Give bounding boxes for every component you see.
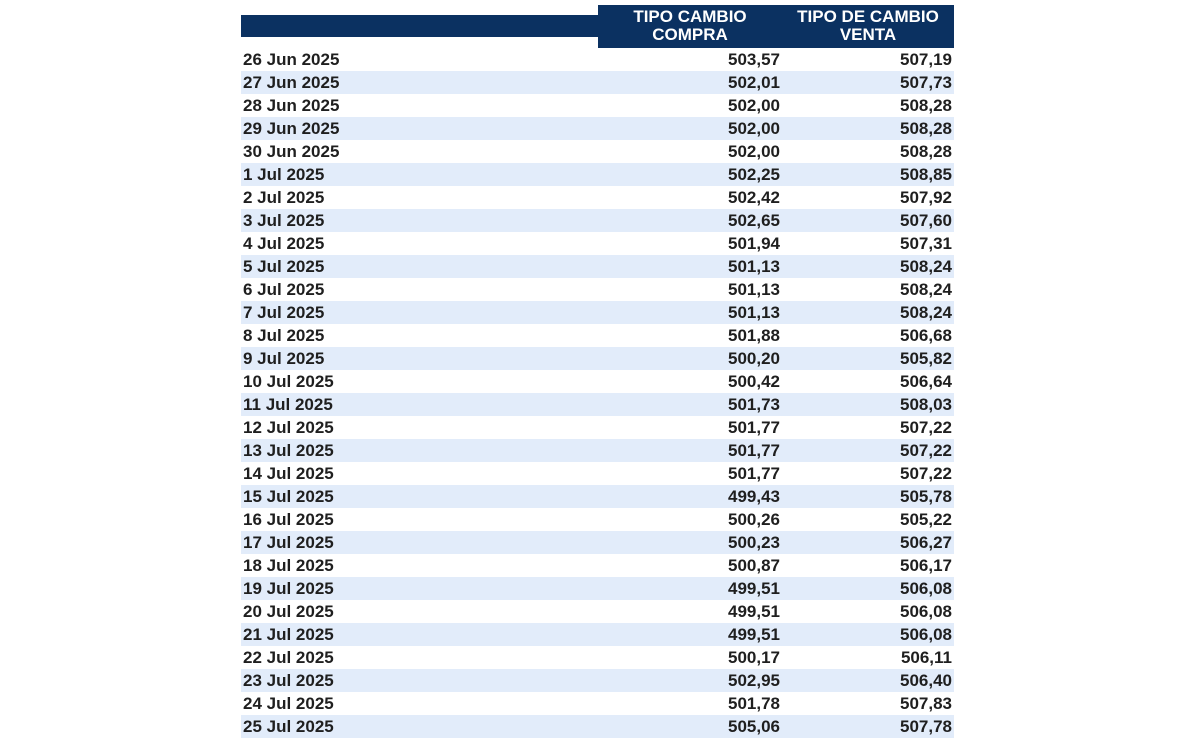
sell-rate-cell: 507,31: [782, 232, 954, 255]
header-row: [241, 5, 954, 48]
buy-rate-cell: 499,43: [598, 485, 782, 508]
table-row: [241, 623, 954, 646]
buy-rate-cell: 499,51: [598, 623, 782, 646]
header-buy-rate: [598, 5, 782, 48]
sell-rate-cell: 507,22: [782, 439, 954, 462]
date-cell: 8 Jul 2025: [241, 324, 598, 347]
date-cell: 17 Jul 2025: [241, 531, 598, 554]
exchange-rate-table-container: [241, 5, 954, 738]
table-row: [241, 577, 954, 600]
buy-rate-cell: 502,00: [598, 117, 782, 140]
buy-rate-cell: 502,01: [598, 71, 782, 94]
buy-rate-cell: 503,57: [598, 48, 782, 71]
sell-rate-cell: 506,08: [782, 600, 954, 623]
sell-rate-cell: 506,08: [782, 623, 954, 646]
sell-rate-cell: 507,83: [782, 692, 954, 715]
date-cell: 3 Jul 2025: [241, 209, 598, 232]
date-cell: 16 Jul 2025: [241, 508, 598, 531]
table-row: [241, 669, 954, 692]
buy-rate-cell: 501,94: [598, 232, 782, 255]
buy-rate-cell: 500,20: [598, 347, 782, 370]
header-date-cell: [241, 5, 598, 48]
table-row: [241, 715, 954, 738]
date-cell: 30 Jun 2025: [241, 140, 598, 163]
buy-rate-cell: 502,00: [598, 140, 782, 163]
date-cell: 28 Jun 2025: [241, 94, 598, 117]
table-row: [241, 71, 954, 94]
date-cell: 25 Jul 2025: [241, 715, 598, 738]
sell-rate-cell: 506,17: [782, 554, 954, 577]
table-header: [241, 5, 954, 48]
table-body: [241, 48, 954, 738]
date-cell: 26 Jun 2025: [241, 48, 598, 71]
buy-rate-cell: 500,87: [598, 554, 782, 577]
date-cell: 13 Jul 2025: [241, 439, 598, 462]
sell-rate-cell: 507,22: [782, 462, 954, 485]
table-row: [241, 278, 954, 301]
sell-rate-cell: 507,60: [782, 209, 954, 232]
date-cell: 1 Jul 2025: [241, 163, 598, 186]
buy-rate-cell: 501,13: [598, 301, 782, 324]
sell-rate-cell: 506,27: [782, 531, 954, 554]
sell-rate-cell: 506,08: [782, 577, 954, 600]
header-buy-line-1: TIPO CAMBIO: [633, 7, 747, 26]
buy-rate-cell: 499,51: [598, 600, 782, 623]
sell-rate-cell: 506,11: [782, 646, 954, 669]
buy-rate-cell: 501,77: [598, 462, 782, 485]
buy-rate-cell: 502,00: [598, 94, 782, 117]
sell-rate-cell: 508,24: [782, 301, 954, 324]
exchange-rate-table: [241, 5, 954, 738]
table-row: [241, 416, 954, 439]
table-row: [241, 117, 954, 140]
buy-rate-cell: 501,78: [598, 692, 782, 715]
date-cell: 19 Jul 2025: [241, 577, 598, 600]
header-sell-line-2: VENTA: [839, 25, 897, 44]
sell-rate-cell: 506,64: [782, 370, 954, 393]
sell-rate-cell: 508,24: [782, 278, 954, 301]
buy-rate-cell: 500,26: [598, 508, 782, 531]
sell-rate-cell: 508,28: [782, 140, 954, 163]
sell-rate-cell: 507,73: [782, 71, 954, 94]
sell-rate-cell: 507,92: [782, 186, 954, 209]
table-row: [241, 324, 954, 347]
date-cell: 11 Jul 2025: [241, 393, 598, 416]
table-row: [241, 370, 954, 393]
date-cell: 4 Jul 2025: [241, 232, 598, 255]
header-sell-rate: [782, 5, 954, 48]
header-buy-line-2: COMPRA: [652, 25, 728, 44]
date-cell: 21 Jul 2025: [241, 623, 598, 646]
sell-rate-cell: 508,03: [782, 393, 954, 416]
buy-rate-cell: 502,65: [598, 209, 782, 232]
table-row: [241, 48, 954, 71]
table-row: [241, 209, 954, 232]
table-row: [241, 255, 954, 278]
table-row: [241, 554, 954, 577]
table-row: [241, 94, 954, 117]
buy-rate-cell: 501,13: [598, 278, 782, 301]
sell-rate-cell: 508,28: [782, 117, 954, 140]
sell-rate-cell: 507,19: [782, 48, 954, 71]
table-row: [241, 462, 954, 485]
table-row: [241, 186, 954, 209]
buy-rate-cell: 501,88: [598, 324, 782, 347]
buy-rate-cell: 505,06: [598, 715, 782, 738]
date-cell: 6 Jul 2025: [241, 278, 598, 301]
buy-rate-cell: 502,42: [598, 186, 782, 209]
buy-rate-cell: 500,42: [598, 370, 782, 393]
table-row: [241, 347, 954, 370]
table-row: [241, 508, 954, 531]
sell-rate-cell: 505,78: [782, 485, 954, 508]
table-row: [241, 232, 954, 255]
date-cell: 18 Jul 2025: [241, 554, 598, 577]
sell-rate-cell: 508,85: [782, 163, 954, 186]
buy-rate-cell: 501,77: [598, 439, 782, 462]
date-cell: 9 Jul 2025: [241, 347, 598, 370]
sell-rate-cell: 507,78: [782, 715, 954, 738]
table-row: [241, 600, 954, 623]
date-cell: 12 Jul 2025: [241, 416, 598, 439]
date-cell: 29 Jun 2025: [241, 117, 598, 140]
date-cell: 10 Jul 2025: [241, 370, 598, 393]
buy-rate-cell: 501,13: [598, 255, 782, 278]
date-cell: 2 Jul 2025: [241, 186, 598, 209]
buy-rate-cell: 499,51: [598, 577, 782, 600]
sell-rate-cell: 508,28: [782, 94, 954, 117]
date-cell: 22 Jul 2025: [241, 646, 598, 669]
date-cell: 7 Jul 2025: [241, 301, 598, 324]
date-cell: 23 Jul 2025: [241, 669, 598, 692]
table-row: [241, 439, 954, 462]
buy-rate-cell: 501,77: [598, 416, 782, 439]
buy-rate-cell: 501,73: [598, 393, 782, 416]
table-row: [241, 163, 954, 186]
table-row: [241, 692, 954, 715]
date-cell: 20 Jul 2025: [241, 600, 598, 623]
date-cell: 5 Jul 2025: [241, 255, 598, 278]
table-row: [241, 140, 954, 163]
buy-rate-cell: 502,95: [598, 669, 782, 692]
sell-rate-cell: 505,82: [782, 347, 954, 370]
table-row: [241, 531, 954, 554]
date-cell: 15 Jul 2025: [241, 485, 598, 508]
date-cell: 24 Jul 2025: [241, 692, 598, 715]
header-sell-line-1: TIPO DE CAMBIO: [797, 7, 939, 26]
buy-rate-cell: 502,25: [598, 163, 782, 186]
buy-rate-cell: 500,17: [598, 646, 782, 669]
table-row: [241, 485, 954, 508]
sell-rate-cell: 506,40: [782, 669, 954, 692]
table-row: [241, 393, 954, 416]
sell-rate-cell: 507,22: [782, 416, 954, 439]
date-cell: 27 Jun 2025: [241, 71, 598, 94]
sell-rate-cell: 506,68: [782, 324, 954, 347]
table-row: [241, 646, 954, 669]
sell-rate-cell: 505,22: [782, 508, 954, 531]
table-row: [241, 301, 954, 324]
header-date-bar: [241, 15, 598, 37]
sell-rate-cell: 508,24: [782, 255, 954, 278]
buy-rate-cell: 500,23: [598, 531, 782, 554]
date-cell: 14 Jul 2025: [241, 462, 598, 485]
